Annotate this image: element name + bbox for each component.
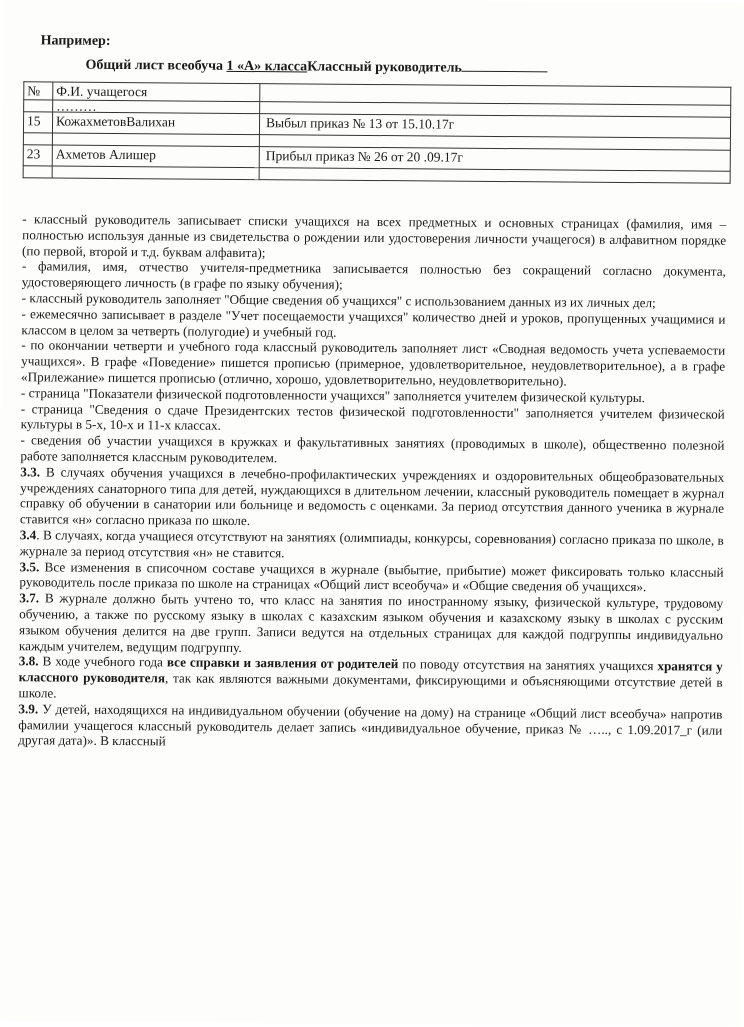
dots-num-cell <box>24 100 53 112</box>
row-name: Ахметов Алишер <box>52 145 259 168</box>
paragraph: - фамилия, имя, отчество учителя-предметника записывается полностью без сокращений согласно документа, удостоверяющего личность (в графе по языку обучения); <box>21 258 726 292</box>
section-number: 3.4 <box>19 527 37 543</box>
form-title-prefix: Общий лист всеобуча <box>85 57 227 74</box>
section-3-9 <box>18 701 722 754</box>
section-text: Все изменения в списочном составе учащихся в журнале (выбытие, прибытие) может фиксировать только классный руководитель после приказа по школе на страницах «Общий лист всеобуча» и «Общие сведения об учащихся». <box>19 558 724 595</box>
section-number: 3.9. <box>18 700 39 717</box>
paragraph: - классный руководитель записывает списки учащихся на всех предметных и основных страницах (фамилия, имя – полностью используя данные из свидетельства о рождении или удостоверения личности учащегося) в алфавитном порядке (по первой, второй и т.д. буквам алфавита); <box>21 211 727 260</box>
paragraph: - классный руководитель заполняет "Общие сведения об учащихся" с использованием данных из их личных дел; <box>21 290 656 311</box>
section-text: В случаях обучения учащихся в лечебно-профилактических учреждениях и оздоровительных общеобразовательных учреждениях санаторного типа для детей, нуждающихся в длительном лечении, классный руководитель помещает в журнал справку об обучении в санатории или больнице и ведомость с оценками. За период отсутствия данного ученика в журнале ставится «н» согласно приказа по школе. <box>19 464 725 529</box>
form-title <box>85 56 548 78</box>
section-number: 3.3. <box>20 463 41 480</box>
section-text: по поводу отсутствия на занятиях учащихся <box>398 656 658 674</box>
section-text: В ходе учебного года <box>38 653 167 670</box>
header-name: Ф.И. учащегося <box>53 82 260 102</box>
section-number: 3.5. <box>19 558 40 574</box>
spacer-cell <box>259 168 730 184</box>
spacer-cell <box>52 166 259 180</box>
section-emphasis: хранятся у классного руководителя <box>18 658 723 686</box>
section-text: , так как являются важными документами, фиксирующими и объясняющими отсутствие детей в школе. <box>18 670 723 701</box>
row-name: КожахметовВалихан <box>52 112 259 135</box>
form-title-class: 1 «А» класса <box>226 58 308 75</box>
paragraph: - по окончании четверти и учебного года классный руководитель заполняет лист «Сводная ведомость учета успеваемости учащихся». В графе «Поведение» пишется прописью (примерное, удовлетворительное, неудовлетворительное), а в графе «Прилежание» пишется прописью (отлично, хорошо, удовлетворительно, неудовлетворительно). <box>20 337 726 389</box>
row-num: 15 <box>23 112 52 133</box>
section-3-8 <box>19 654 723 707</box>
section-number: 3.8. <box>18 653 39 669</box>
spacer-cell <box>23 166 52 178</box>
roster-table <box>23 81 732 184</box>
dots-cell: ……… <box>53 100 260 114</box>
row-note: Выбыл приказ № 13 от 15.10.17г <box>259 114 730 139</box>
spacer-cell <box>23 133 52 145</box>
paragraph: - ежемесячно записывает в разделе "Учет посещаемости учащихся" количество дней и уроков, пропущенных учащимися и классом в целом за четверть (полугодие) и учебный год. <box>21 306 726 340</box>
section-3-7 <box>19 590 723 659</box>
instructions-body <box>18 211 726 754</box>
section-number: 3.7. <box>19 590 40 606</box>
paragraph: - страница "Сведения о сдаче Президентских тестов физической подготовленности" заполняется учителем физической культуры в 5-х, 10-х и 11-х классах. <box>20 400 725 434</box>
section-text: В журнале должно быть учтено то, что класс на занятия по иностранному языку, физической культуре, трудовому обучению, а также по русскому языку в школах с казахским языком обучения и казахскому языку в школах с русским языком обучения делится на две групп. Записи ведутся на отдельных страницах для каждой подгруппы индивидуально каждым учителем, ведущим подгруппу. <box>18 590 724 655</box>
section-3-3 <box>20 464 724 533</box>
section-emphasis: все справки и заявления от родителей <box>166 654 399 672</box>
row-num: 23 <box>23 145 52 166</box>
paragraph: - сведения об участии учащихся в кружках и факультативных занятиях (проводимых в школе), общественно полезной работе заполняется классным руководителем. <box>20 432 725 466</box>
section-text: У детей, находящихся на индивидуальном обучении (обучение на дому) на странице «Общий лист всеобуча» напротив фамилии учащегося классный руководитель делает запись «индивидуальное обучение, приказ № ….., с 1.09.2017_г (или другая дата)». В классный <box>18 701 723 749</box>
signature-blank-line <box>462 59 548 73</box>
example-heading: Например: <box>40 33 111 49</box>
header-num: № <box>24 82 53 100</box>
section-text: . В случаях, когда учащиеся отсутствуют на занятиях (олимпиады, конкурсы, соревнования) согласно приказа по школе, в журнале за период отсутствия «н» не ставится. <box>19 527 724 561</box>
paragraph: - страница "Показатели физической подготовленности учащихся" заполняется учителем физической культуры. <box>20 385 646 405</box>
row-note: Прибыл приказ № 26 от 20 .09.17г <box>259 147 730 172</box>
form-title-suffix: Классный руководитель <box>307 59 462 76</box>
